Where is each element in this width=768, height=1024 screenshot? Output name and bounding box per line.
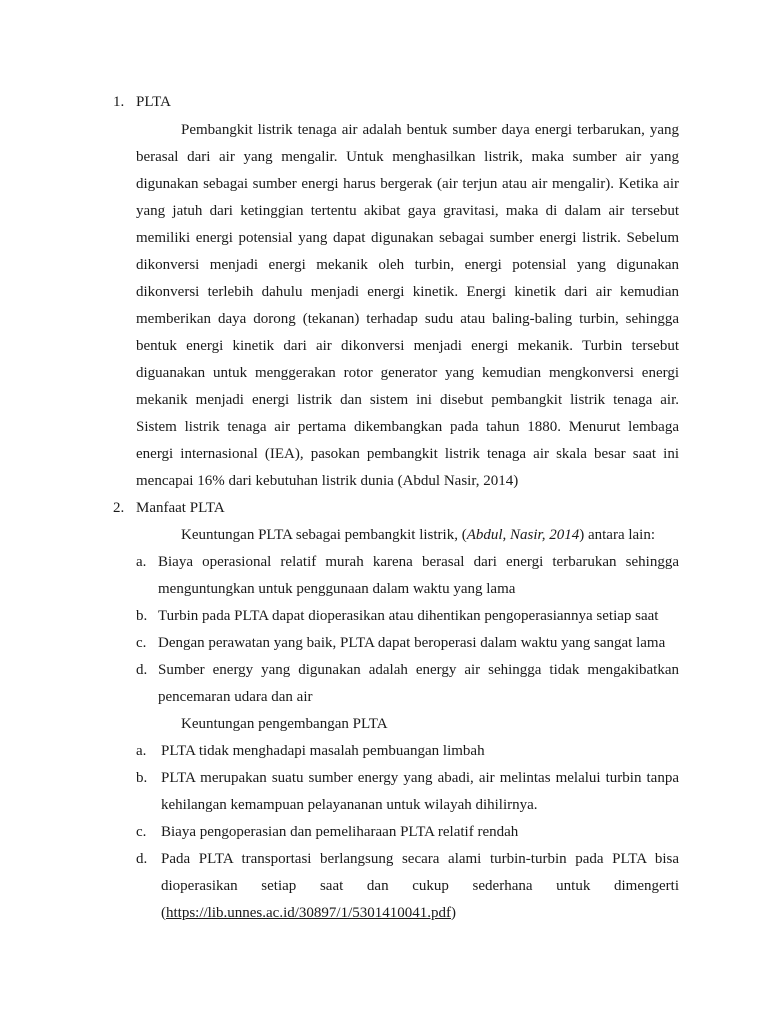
subheading: Keuntungan pengembangan PLTA [181,716,388,732]
list-item-line: dioperasikan setiap saat dan cukup sederhana untuk dimengerti [161,878,679,894]
paragraph-line: berasal dari air yang mengalir. Untuk menghasilkan listrik, maka sumber air yang [136,149,679,165]
list-item-line: Turbin pada PLTA dapat dioperasikan atau dihentikan pengoperasiannya setiap saat [158,608,659,624]
intro-citation: Abdul, Nasir, 2014 [466,527,580,543]
section-number: 1. [113,94,125,110]
paragraph-line: digunakan sebagai sumber energi harus bergerak (air terjun atau air mengalir). Ketika air [136,176,679,192]
list-marker: b. [136,608,148,624]
list-marker: b. [136,770,148,786]
section-heading: PLTA [136,94,171,110]
paragraph-line: energi internasional (IEA), pasokan pembangkit listrik tenaga air skala besar saat ini [136,446,679,462]
list-item-line: pencemaran udara dan air [158,689,313,705]
paragraph-line: dikonversi terlebih dahulu menjadi energi kinetik. Energi kinetik dari air kemudian [136,284,679,300]
list-marker: c. [136,635,147,651]
list-item-line: Pada PLTA transportasi berlangsung secara alami turbin-turbin pada PLTA bisa [161,851,679,867]
paragraph-line: Sistem listrik tenaga air pertama dikembangkan pada tahun 1880. Menurut lembaga [136,419,679,435]
source-link[interactable]: https://lib.unnes.ac.id/30897/1/5301410041.pdf [166,905,451,921]
list-marker: d. [136,662,148,678]
list-item-line: menguntungkan untuk penggunaan dalam waktu yang lama [158,581,516,597]
list-marker: d. [136,851,148,867]
list-item-line: Biaya operasional relatif murah karena berasal dari energi terbarukan sehingga [158,554,679,570]
paragraph-line: dikonversi menjadi energi mekanik oleh turbin, energi potensial yang digunakan [136,257,679,273]
list-item-line: Sumber energy yang digunakan adalah energy air sehingga tidak mengakibatkan [158,662,679,678]
section-heading: Manfaat PLTA [136,500,225,516]
paragraph-line: bentuk energi kinetik dari air dikonversi menjadi energi mekanik. Turbin tersebut [136,338,679,354]
list-marker: a. [136,554,147,570]
list-item-line: Biaya pengoperasian dan pemeliharaan PLTA relatif rendah [161,824,519,840]
source-citation [161,904,456,922]
paragraph-line: memiliki energi potensial yang dapat digunakan sebagai sumber energi listrik. Sebelum [136,230,679,246]
source-close-paren: ) [451,905,456,921]
paragraph-line: mencapai 16% dari kebutuhan listrik dunia (Abdul Nasir, 2014) [136,473,519,489]
source-open-paren: ( [161,905,166,921]
intro-line [181,526,655,544]
paragraph-line: diguanakan untuk menggerakan rotor generator yang kemudian mengkonversi energi [136,365,679,381]
list-item-line: kehilangan kemampuan pelayananan untuk wilayah dihilirnya. [161,797,538,813]
list-item-line: PLTA merupakan suatu sumber energy yang abadi, air melintas melalui turbin tanpa [161,770,679,786]
paragraph-line: memberikan daya dorong (tekanan) terhadap sudu atau baling-baling turbin, sehingga [136,311,679,327]
list-item-line: PLTA tidak menghadapi masalah pembuangan limbah [161,743,485,759]
paragraph-line: yang jatuh dari ketinggian tertentu akibat gaya gravitasi, maka di dalam air tersebut [136,203,679,219]
paragraph-line: mekanik menjadi energi listrik dan sistem ini disebut pembangkit listrik tenaga air. [136,392,679,408]
paragraph-line: Pembangkit listrik tenaga air adalah bentuk sumber daya energi terbarukan, yang [181,122,679,138]
intro-suffix: ) antara lain: [579,527,656,543]
list-item-line: Dengan perawatan yang baik, PLTA dapat beroperasi dalam waktu yang sangat lama [158,635,666,651]
list-marker: c. [136,824,147,840]
list-marker: a. [136,743,147,759]
intro-prefix: Keuntungan PLTA sebagai pembangkit listrik, ( [181,527,467,543]
section-number: 2. [113,500,125,516]
